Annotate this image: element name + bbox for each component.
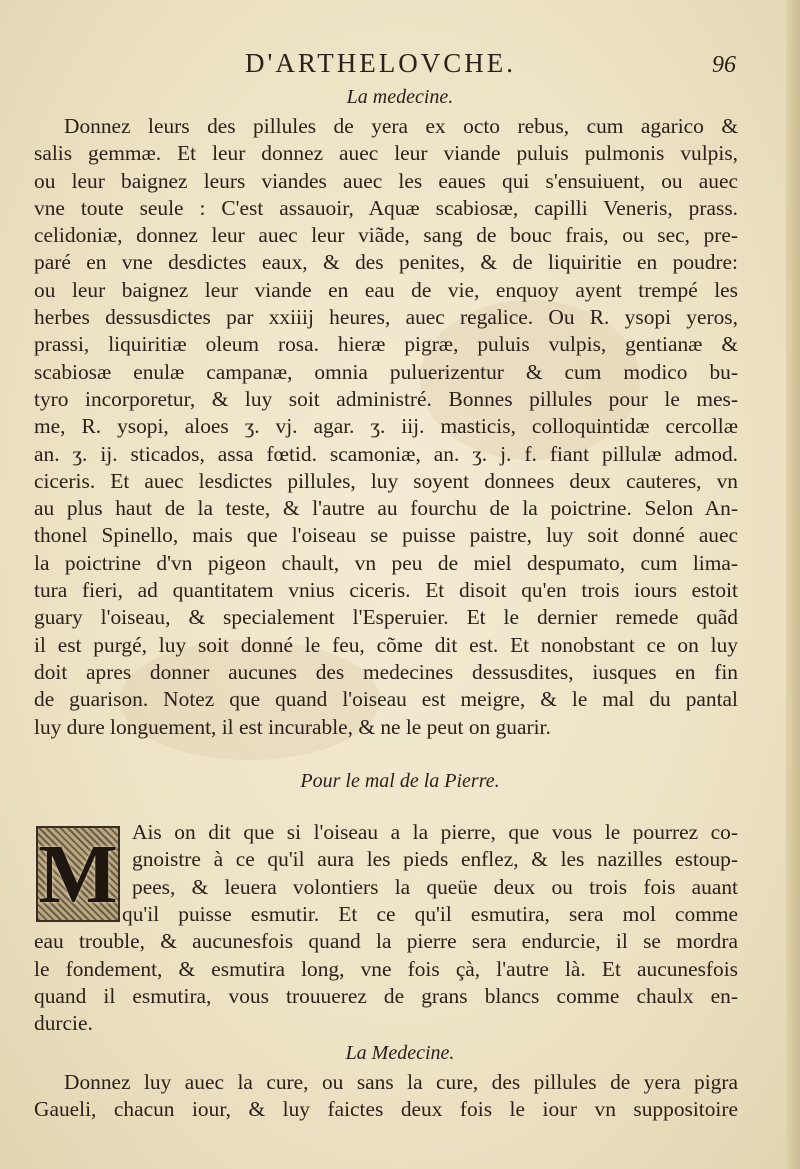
text-line: la poictrine d'vn pigeon chault, vn peu de miel despumato, cum lima-	[34, 550, 738, 575]
paragraph-pierre	[34, 901, 738, 1037]
text-line: Ais on dit que si l'oiseau a la pierre, que vous le pourrez co-	[132, 820, 738, 844]
section-heading-medecine: La medecine.	[346, 86, 454, 108]
text-line: quand il esmutira, vous trouuerez de grans blancs comme chaulx en-	[34, 983, 738, 1008]
page-edge	[786, 0, 800, 1169]
text-line: il est purgé, luy soit donné le feu, cõme dit est. Et nonobstant ce on luy	[34, 632, 738, 657]
paragraph-medecine	[34, 113, 738, 741]
text-line: guary l'oiseau, & specialement l'Esperuier. Et le dernier remede quãd	[34, 605, 738, 630]
text-line: tura fieri, ad quantitatem vnius ciceris. Et disoit qu'en trois iours estoit	[34, 578, 738, 603]
paragraph-pierre-intro	[132, 819, 738, 901]
text-line: Gaueli, chacun iour, & luy faictes deux fois le iour vn suppositoire	[34, 1097, 738, 1122]
text-line: scabiosæ enulæ campanæ, omnia puluerizentur & cum modico bu-	[34, 359, 738, 384]
text-line: ou leur baignez leur viande en eau de vie, enquoy ayent trempé les	[34, 277, 738, 302]
text-line: paré en vne desdictes eaux, & des penites, & de liquiritie en poudre:	[34, 250, 738, 275]
text-line: ciceris. Et auec lesdictes pillules, luy soyent donnees deux cauteres, vn	[34, 468, 738, 493]
section-heading-medecine-2: La Medecine.	[345, 1042, 455, 1064]
page-number: 96	[712, 52, 736, 78]
text-line: prassi, liquiritiæ oleum rosa. hieræ pigræ, puluis vulpis, gentianæ &	[34, 332, 738, 357]
text-line: an. ʒ. ij. sticados, assa fœtid. scamoniæ, an. ʒ. j. f. fiant pillulæ admod.	[34, 441, 738, 466]
text-line: au plus haut de la teste, & l'autre au fourchu de la poictrine. Selon An-	[34, 496, 738, 521]
text-line: Donnez leurs des pillules de yera ex octo rebus, cum agarico &	[64, 114, 738, 138]
text-line: qu'il puisse esmutir. Et ce qu'il esmutira, sera mol comme	[122, 902, 738, 926]
text-line: ou leur baignez leurs viandes auec les eaues qui s'ensuiuent, ou auec	[34, 168, 738, 193]
text-line: eau trouble, & aucunesfois quand la pierre sera endurcie, il se mordra	[34, 929, 738, 954]
text-line: gnoistre à ce qu'il aura les pieds enflez, & les nazilles estoup-	[132, 847, 738, 872]
section-heading-pierre: Pour le mal de la Pierre.	[300, 770, 500, 792]
text-line: doit apres donner aucunes des medecines dessusdites, iusques en fin	[34, 659, 738, 684]
text-line: tyro incorporetur, & luy soit administré. Bonnes pillules pour le mes-	[34, 386, 738, 411]
text-line: me, R. ysopi, aloes ʒ. vj. agar. ʒ. iij. masticis, colloquintidæ cercollæ	[34, 414, 738, 439]
text-line: le fondement, & esmutira long, vne fois çà, l'autre là. Et aucunesfois	[34, 956, 738, 981]
text-line: luy dure longuement, il est incurable, & ne le peut on guarir.	[34, 714, 551, 739]
page-header	[0, 44, 800, 84]
text-line: de guarison. Notez que quand l'oiseau est meigre, & le mal du pantal	[34, 687, 738, 712]
text-line: Donnez luy auec la cure, ou sans la cure, des pillules de yera pigra	[64, 1070, 738, 1094]
text-line: salis gemmæ. Et leur donnez auec leur viande puluis pulmonis vulpis,	[34, 141, 738, 166]
running-head: D'ARTHELOVCHE.	[245, 48, 516, 78]
text-line: vne toute seule : C'est assauoir, Aquæ scabiosæ, capilli Veneris, prass.	[34, 195, 738, 220]
text-line: celidoniæ, donnez leur auec leur viãde, sang de bouc frais, ou sec, pre-	[34, 223, 738, 248]
text-line: durcie.	[34, 1011, 93, 1036]
text-line: herbes dessusdictes par xxiiij heures, auec regalice. Ou R. ysopi yeros,	[34, 305, 738, 330]
paragraph-medecine-2	[34, 1069, 738, 1124]
initial-letter: M	[38, 827, 118, 921]
text-line: thonel Spinello, mais que l'oiseau se puisse paistre, luy soit donné auec	[34, 523, 738, 548]
text-line: pees, & leuera volontiers la queüe deux ou trois fois auant	[132, 874, 738, 899]
